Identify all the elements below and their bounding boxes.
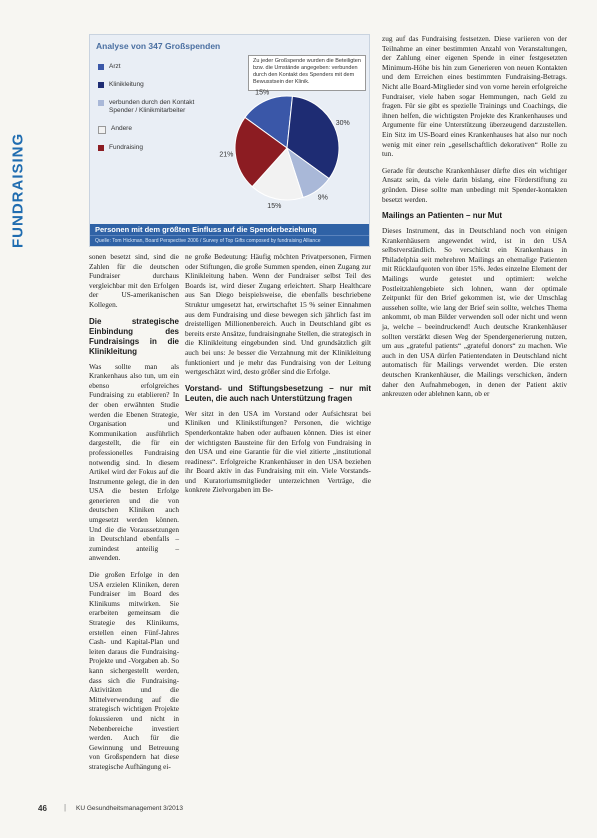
paragraph: Was sollte man als Krankenhaus also tun, um ein ebenso erfolgreiches Fundraising zu etablieren? In der oben erwähnten Studie werden die Ebenen Strategie, Organisation und Kommunikation ausführlich dargestellt, die für ein professionelles Fundraising notwendig sind. In diesem Artikel wird der Fokus auf die Instrumente gelegt, die in den USA die besten Erfolge generieren und die von deutschen Kliniken auch umgesetzt werden können. Und die die Voraussetzungen in Deutschland ebenfalls – zumindest anteilig – anwenden. [89, 361, 179, 563]
footer-separator: | [64, 803, 67, 812]
legend-item [98, 81, 198, 89]
legend-item [98, 125, 198, 134]
slice-label: 15% [267, 203, 282, 210]
legend-swatch [98, 126, 106, 134]
pie-chart-figure [89, 34, 370, 247]
section-heading: Mailings an Patienten – nur Mut [382, 211, 503, 221]
legend-swatch [98, 82, 104, 88]
legend-label: verbunden durch den Kontakt Spender / Klinikmitarbeiter [109, 99, 195, 114]
figure-caption: Personen mit dem größten Einfluss auf die Spenderbeziehung [90, 224, 369, 236]
legend-label: Arzt [109, 63, 121, 70]
section-tab [0, 0, 38, 838]
paragraph: Gerade für deutsche Krankenhäuser dürfte dies ein wichtiger Ansatz sein, da viele darin bislang, eine Förderstiftung zu gründen. Diese sollte man unbedingt mit Spender-kontakten besetzt werden. [382, 165, 567, 204]
article-column-1 [89, 252, 179, 779]
legend-item [98, 99, 198, 115]
section-heading: Vorstand- und Stiftungsbesetzung – nur mit Leuten, die auch nach Unterstützung fragen [185, 383, 371, 403]
article-column-3 [382, 34, 567, 406]
paragraph: ne große Bedeutung: Häufig möchten Privatpersonen, Firmen oder Stiftungen, die große Summen spenden, einen Zugang zur Klinikleitung haben. Wenn der Fundraiser selbst Teil des Boards ist, wird dieser Zugang erleichtert. Sharp Healthcare aus San Diego beispielsweise, die ebenfalls beschriebene Struktur umgesetzt hat, erwirtschaftet 15 % seiner Einnahmen aus dem Fundraising und diese bewegen sich jährlich fast im dreistelligen Millionenbereich. Auch in Deutschland gibt es bereits erste Ansätze, fundraisingnahe Stellen, die strategisch in die Klinikleitung eingebunden sind. Und grundsätzlich gilt auch bei uns: Je besser die Verzahnung mit der Klinikleitung funktioniert und je mehr das Fundraising von der Leitung wertgeschätzt wird, desto größer sind die Erfolge. [185, 252, 371, 377]
paragraph: Wer sitzt in den USA im Vorstand oder Aufsichtsrat bei Kliniken und Klinikstiftungen? Personen, die wichtige Spenderkontakte haben oder aufbauen können. Dies ist einer der wichtigsten Bausteine für den Erfolg von Fundraising in den USA und eine Garantie für die viel zitierte „institutional readiness“. Erfolgreiche Krankenhäuser in den USA beziehen ihr Board aktiv in das Fundraising mit ein. Viele Vorstands- und Kuratoriumsmitglieder unterzeichnen Verträge, die konkrete Zielvorgaben im Be- [185, 408, 371, 495]
legend-label: Andere [111, 125, 132, 132]
legend-swatch [98, 100, 104, 106]
paragraph: zug auf das Fundraising festsetzen. Diese variieren von der Teilnahme an einer bestimmten Anzahl von Veranstaltungen, der Zahlung einer eigenen Spende in einer festgesetzten Minimum-Höhe bis hin zum Generieren von neuen Kontakten und dem Erreichen eines bestimmten Fundraising-Betrags. Nicht alle Board-Mitglieder sind von vorne herein erfolgreiche Fundraiser, viele haben sogar Hemmungen, nach Geld zu fragen. Für sie gibt es spezielle Trainings und Coachings, die ihnen helfen, die wichtigsten Projekte des Krankenhauses und Argumente für eine Unterstützung überzeugend darzustellen. Ein Sitz im US-Board eines Krankenhauses hat also nur noch wenig mit einer rein „gesellschaftlich dekorativen“ Rolle zu tun. [382, 34, 567, 159]
slice-label: 15% [255, 89, 270, 97]
slice-label: 21% [219, 151, 234, 159]
legend-item [98, 63, 198, 71]
legend-label: Fundraising [109, 144, 143, 151]
page-footer [38, 804, 558, 818]
legend-swatch [98, 64, 104, 70]
legend-item [98, 144, 198, 152]
paragraph: Die großen Erfolge in den USA erzielen Kliniken, deren Fundraiser im Board des Klinikums mitwirken. Sie erarbeiten gemeinsam die Strategie des Klinikums, erstellen einen Fünf-Jahres Cash- und Kapital-Plan und leiten daraus die Fundraising-Projekte und -Vorgaben ab. So kann sichergestellt werden, dass sich die Fundraising-Aktivitäten und die Mittelverwendung auf die strategisch wichtigen Projekte fokussieren und nicht in Nebenbereiche investiert werden. Auch für die Gewinnung und Betreuung von Großspendern hat diese strategische Aufhängung ei- [89, 570, 179, 771]
figure-title: Analyse von 347 Großspenden [96, 41, 221, 51]
article-column-2 [185, 252, 371, 502]
chart-callout: Zu jeder Großspende wurden die Beteiligten bzw. die Umstände angegeben: verbunden durch den Kontakt des Spenders mit dem Bewusstsein der Klinik. [248, 55, 366, 91]
legend-swatch [98, 145, 104, 151]
figure-source: Quelle: Tom Hickman, Board Perspective 2006 / Survey of Top Gifts composed by fundraising Alliance [90, 235, 369, 246]
section-heading: Die strategische Einbindung des Fundraisings in die Klinikleitung [89, 316, 179, 356]
pie-chart [210, 80, 365, 210]
paragraph: sonen besetzt sind, sind die Zahlen für die deutschen Fundraiser durchaus vergleichbar mit den Erfolgen der US-amerikanischen Kollegen. [89, 252, 179, 309]
slice-label: 9% [317, 194, 328, 202]
publication-title: KU Gesundheitsmanagement 3/2013 [76, 805, 183, 812]
legend-label: Klinikleitung [109, 81, 144, 88]
page-number: 46 [38, 804, 47, 813]
section-label: FUNDRAISING [9, 132, 27, 248]
slice-label: 30% [335, 120, 350, 128]
paragraph: Dieses Instrument, das in Deutschland noch von einigen Krankenhäusern angewendet wird, ist in den USA selbstverständlich. So verschickt ein Krankenhaus in Philadelphia seit mehrehren Mailings an ehemalige Patienten mit Rücklaufquoten von über 15%. Jedes einzelne Element der Mailings wurde getestet und optimiert: welche Postleitzahlengebiete sich lohnen, wann der optimale Zeitpunkt für den Brief gekommen ist, wie der Umschlag aussehen sollte, wie lang der Brief sein sollte, welches Thema ankommt, ob man Bilder verwenden soll oder nicht und wenn ja, welche – beeindruckend! Auch deutsche Krankenhäuser sollten verstärkt diesen Weg der Spendergenerierung nutzen, um aus „grateful patients“ „grateful donors“ zu machen. Wie auch in den USA dürfen Patientendaten in Deutschland nicht automatisch für Mailings verwendet werden. Die ersten deutschen Krankenhäuser, die Mailings verschicken, ändern daher den Aufnahmebogen, in denen der Patient aktiv ankreuzen oder ablehnen kann, ob er [382, 226, 567, 399]
chart-legend [98, 63, 198, 162]
